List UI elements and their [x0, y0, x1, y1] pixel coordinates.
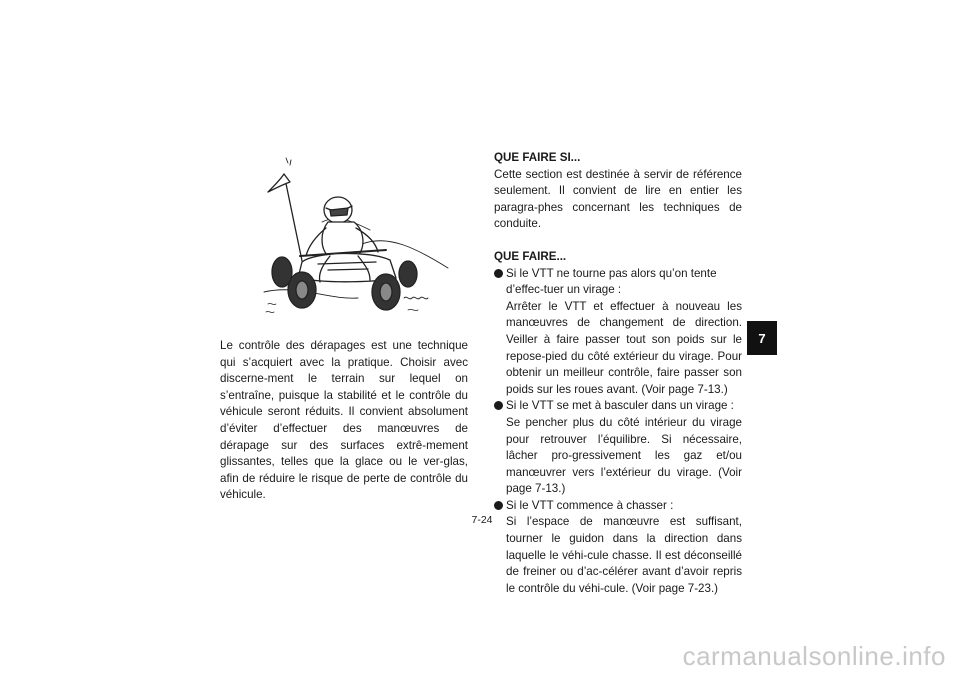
watermark: carmanualsonline.info	[682, 641, 946, 671]
list-item	[494, 266, 742, 399]
right-column	[494, 150, 742, 597]
goggles	[330, 208, 348, 216]
list-item-title: Si le VTT se met à basculer dans un virage :	[506, 399, 734, 413]
spacer	[494, 233, 742, 249]
bullet-icon	[494, 501, 503, 510]
left-column	[220, 338, 468, 504]
list-item-text: Si l’espace de manœuvre est suffisant, tourner le guidon dans la direction dans laquelle le véhi-cule chasse. Il est déconseillé de freiner ou d’ac-célérer avant d’avoir repris le contrôle du véhi-cule. (Voir page 7-23.)	[506, 515, 742, 595]
list-item-title: Si le VTT ne tourne pas alors qu’on tente d’effec-tuer un virage :	[506, 266, 717, 297]
rider-torso	[322, 222, 363, 256]
what-to-do-list	[494, 266, 742, 598]
skid-control-paragraph: Le contrôle des dérapages est une technique qui s’acquiert avec la pratique. Choisir avec discerne-ment le terrain sur lequel on s’entraîne, puisque la stabilité et le contrôle du véhicule seront réduits. Il convient absolument d’éviter d’effectuer des manœuvres de dérapage sur des surfaces extrê-mement glissantes, telles que la glace ou le ver-glas, afin de réduire le risque de perte de contrôle du véhicule.	[220, 339, 468, 502]
bullet-icon	[494, 401, 503, 410]
list-item	[494, 498, 742, 598]
list-item-text: Se pencher plus du côté intérieur du virage pour retrouver l’équilibre. Si nécessaire, lâcher pro-gressivement les gaz et/ou manœuvrer vers l’extérieur du virage. (Voir page 7-13.)	[506, 415, 742, 496]
rear-wheel	[272, 257, 292, 287]
rear-wheel	[399, 261, 417, 287]
section-heading-que-faire: QUE FAIRE...	[494, 249, 567, 263]
section-heading-que-faire-si: QUE FAIRE SI...	[494, 151, 581, 164]
bullet-icon	[494, 269, 503, 278]
chapter-tab: 7	[747, 321, 777, 355]
page-number: 7-24	[471, 514, 493, 526]
section-intro: Cette section est destinée à servir de référence seulement. Il convient de lire en entier les paragra-phes concernant les techniques de conduite.	[494, 167, 742, 231]
atv-rider-illustration	[258, 152, 458, 324]
list-item	[494, 398, 742, 498]
list-item-text: Arrêter le VTT et effectuer à nouveau les manœuvres de changement de direction. Veiller à faire passer tout son poids sur le repose-pied du côté extérieur du virage. Pour obtenir un meilleur contrôle, faire passer son poids sur les roues avant. (Voir page 7-13.)	[506, 299, 742, 396]
list-item-title: Si le VTT commence à chasser :	[506, 498, 674, 512]
